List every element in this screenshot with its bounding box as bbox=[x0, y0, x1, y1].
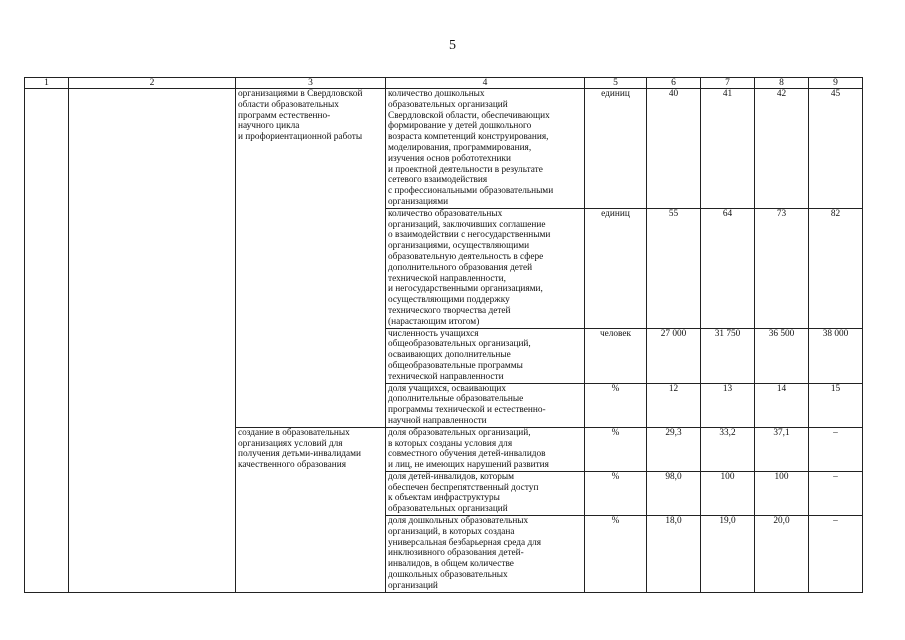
value-cell: 29,3 bbox=[647, 427, 701, 471]
column-header: 3 bbox=[236, 78, 386, 89]
value-cell: 14 bbox=[755, 383, 809, 427]
indicator-cell: количество образовательных организаций, заключивших соглашение о взаимодействии с негосударственными организациями, осуществляющими образовательную деятельность в сфере дополнительного образования детей технической направленности, и негосударственными организациями, осуществляющими поддержку технического творчества детей (нарастающим итогом) bbox=[386, 208, 585, 328]
task-cell: организациями в Свердловской области образовательных программ естественно- научного цикла и профориентационной работы bbox=[236, 89, 386, 428]
indicator-cell: численность учащихся общеобразовательных организаций, осваивающих дополнительные общеобразовательные программы технической направленности bbox=[386, 328, 585, 383]
indicator-cell: доля учащихся, осваивающих дополнительные образовательные программы технической и естественно- научной направленности bbox=[386, 383, 585, 427]
indicator-cell: доля образовательных организаций, в которых созданы условия для совместного обучения детей-инвалидов и лиц, не имеющих нарушений развития bbox=[386, 427, 585, 471]
column-header: 6 bbox=[647, 78, 701, 89]
indicator-cell: доля дошкольных образовательных организаций, в которых создана универсальная безбарьерная среда для инклюзивного образования детей- инвалидов, в общем количестве дошкольных образовательных организаций bbox=[386, 516, 585, 593]
unit-cell: единиц bbox=[585, 208, 647, 328]
unit-cell: % bbox=[585, 427, 647, 471]
value-cell: 13 bbox=[701, 383, 755, 427]
unit-cell: % bbox=[585, 516, 647, 593]
indicator-cell: доля детей-инвалидов, которым обеспечен беспрепятственный доступ к объектам инфраструктуры образовательных организаций bbox=[386, 471, 585, 515]
value-cell: 18,0 bbox=[647, 516, 701, 593]
column-header: 1 bbox=[25, 78, 69, 89]
column-header: 5 bbox=[585, 78, 647, 89]
value-cell: 100 bbox=[755, 471, 809, 515]
value-cell: 20,0 bbox=[755, 516, 809, 593]
col1-cell bbox=[25, 89, 69, 593]
column-header: 2 bbox=[69, 78, 236, 89]
value-cell: 27 000 bbox=[647, 328, 701, 383]
unit-cell: % bbox=[585, 383, 647, 427]
column-header: 9 bbox=[809, 78, 863, 89]
value-cell: 98,0 bbox=[647, 471, 701, 515]
value-cell: 64 bbox=[701, 208, 755, 328]
value-cell: 33,2 bbox=[701, 427, 755, 471]
value-cell: 42 bbox=[755, 89, 809, 209]
header-row bbox=[25, 78, 863, 89]
indicators-table bbox=[24, 77, 863, 593]
value-cell: 38 000 bbox=[809, 328, 863, 383]
value-cell: – bbox=[809, 516, 863, 593]
indicator-cell: количество дошкольных образовательных организаций Свердловской области, обеспечивающих формирование у детей дошкольного возраста компетенций конструирования, моделирования, программирования, изучения основ робототехники и проектной деятельности в результате сетевого взаимодействия с профессиональными образовательными организациями bbox=[386, 89, 585, 209]
page-number: 5 bbox=[449, 38, 456, 53]
unit-cell: % bbox=[585, 471, 647, 515]
task-cell: создание в образовательных организациях условий для получения детьми-инвалидами качественного образования bbox=[236, 427, 386, 592]
value-cell: 31 750 bbox=[701, 328, 755, 383]
unit-cell: человек bbox=[585, 328, 647, 383]
value-cell: 15 bbox=[809, 383, 863, 427]
value-cell: 100 bbox=[701, 471, 755, 515]
value-cell: 45 bbox=[809, 89, 863, 209]
value-cell: 82 bbox=[809, 208, 863, 328]
value-cell: – bbox=[809, 471, 863, 515]
value-cell: 37,1 bbox=[755, 427, 809, 471]
value-cell: 36 500 bbox=[755, 328, 809, 383]
column-header: 8 bbox=[755, 78, 809, 89]
table-row bbox=[25, 89, 863, 209]
value-cell: 40 bbox=[647, 89, 701, 209]
value-cell: 19,0 bbox=[701, 516, 755, 593]
column-header: 4 bbox=[386, 78, 585, 89]
value-cell: 12 bbox=[647, 383, 701, 427]
value-cell: 55 bbox=[647, 208, 701, 328]
column-header: 7 bbox=[701, 78, 755, 89]
value-cell: 73 bbox=[755, 208, 809, 328]
col2-cell bbox=[69, 89, 236, 593]
unit-cell: единиц bbox=[585, 89, 647, 209]
value-cell: 41 bbox=[701, 89, 755, 209]
value-cell: – bbox=[809, 427, 863, 471]
